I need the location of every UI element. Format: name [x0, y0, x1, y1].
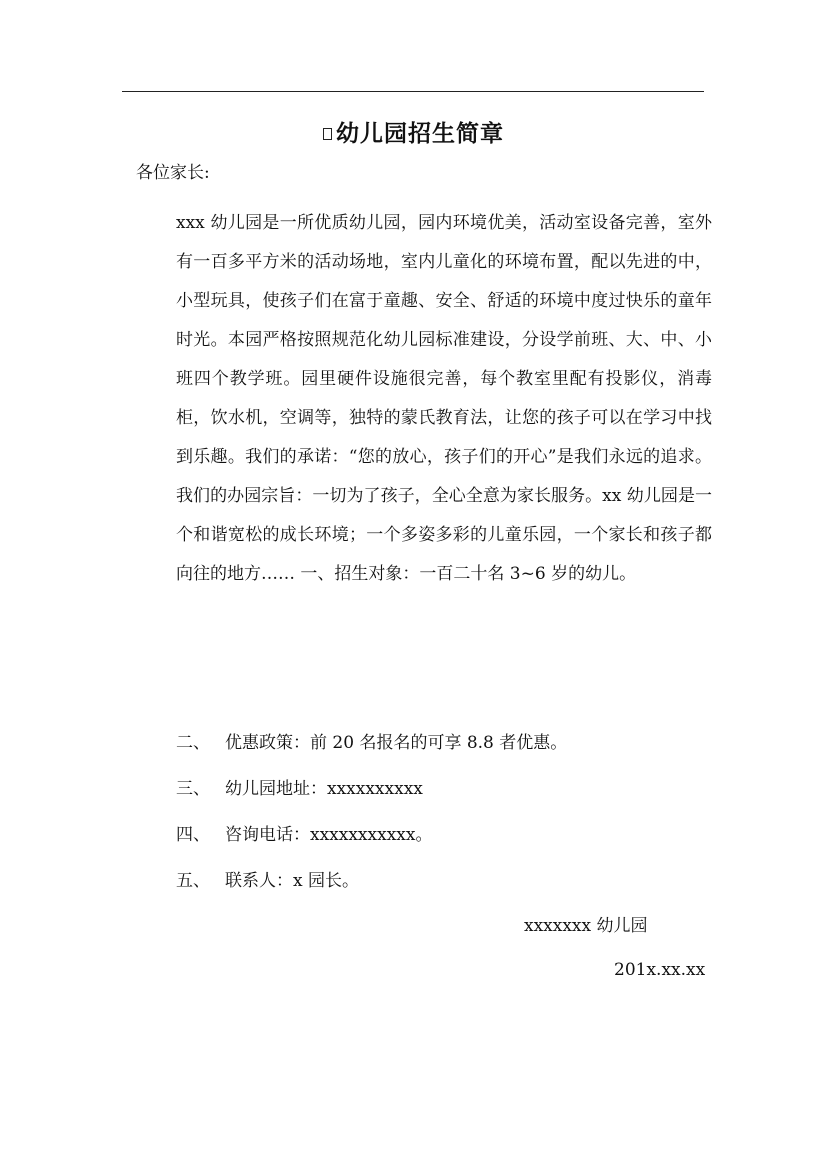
signature-organization: xxxxxxx 幼儿园: [524, 916, 648, 936]
title-text: 幼儿园招生简章: [336, 120, 504, 147]
intro-paragraph: xxx 幼儿园是一所优质幼儿园，园内环境优美，活动室设备完善，室外有一百多平方米的活动场地，室内儿童化的环境布置，配以先进的中，小型玩具，使孩子们在富于童趣、安全、舒适的环境中度过快乐的童年时光。本园严格按照规范化幼儿园标准建设，分设学前班、大、中、小班四个教学班。园里硬件设施很完善，每个教室里配有投影仪，消毒柜，饮水机，空调等，独特的蒙氏教育法，让您的孩子可以在学习中找到乐趣。我们的承诺：“您的放心，孩子们的开心”是我们永远的追求。我们的办园宗旨：一切为了孩子，全心全意为家长服务。xx 幼儿园是一个和谐宽松的成长环境；一个多姿多彩的儿童乐园，一个家长和孩子都向往的地方…… 一、招生对象：一百二十名 3~6 岁的幼儿。: [176, 213, 712, 584]
list-item: [176, 774, 567, 820]
info-list: [176, 728, 567, 912]
page-title: [0, 116, 827, 152]
list-item: [176, 820, 567, 866]
list-item-number: 五、: [176, 871, 210, 891]
list-item-text: 优惠政策：前 20 名报名的可享 8.8 者优惠。: [225, 733, 568, 753]
list-item-text: 幼儿园地址：xxxxxxxxxx: [225, 779, 423, 799]
list-item: [176, 728, 567, 774]
list-item: [176, 866, 567, 912]
list-item-text: 联系人：x 园长。: [225, 871, 359, 891]
list-item-text: 咨询电话：xxxxxxxxxxx。: [225, 825, 433, 845]
salutation: 各位家长:: [136, 163, 210, 183]
signature-date: 201x.xx.xx: [614, 960, 706, 980]
list-item-number: 四、: [176, 825, 210, 845]
header-rule: [122, 91, 704, 92]
list-item-number: 三、: [176, 779, 210, 799]
missing-glyph-icon: [323, 128, 332, 140]
list-item-number: 二、: [176, 733, 210, 753]
